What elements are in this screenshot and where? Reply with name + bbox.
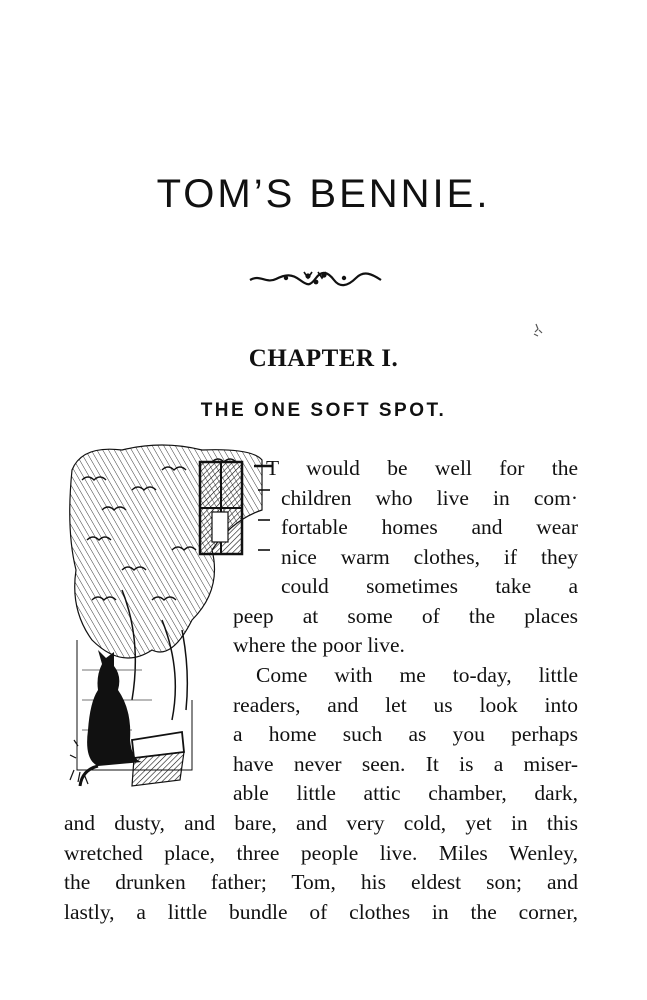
text-line-2: children who live in com·: [281, 486, 578, 510]
chapter-heading: CHAPTER I.: [248, 345, 399, 372]
text-line-4: nice warm clothes, if they: [281, 545, 578, 569]
text-line-9: readers, and let us look into: [233, 693, 578, 717]
text-line-11: have never seen. It is a miser-: [233, 752, 578, 776]
text-line-13: and dusty, and bare, and very cold, yet in this: [64, 811, 578, 835]
chapter-subtitle: THE ONE SOFT SPOT.: [200, 400, 447, 421]
text-line-10: a home such as you perhaps: [233, 722, 578, 746]
text-line-5: could sometimes take a: [281, 574, 578, 598]
text-line-3: fortable homes and wear: [281, 515, 578, 539]
text-line-12: able little attic chamber, dark,: [233, 781, 578, 805]
text-line-15: the drunken father; Tom, his eldest son; and: [64, 870, 578, 894]
text-line-14: wretched place, three people live. Miles Wenley,: [64, 841, 578, 865]
book-title: TOM’S BENNIE.: [156, 172, 491, 216]
text-line-8: Come with me to-day, little: [256, 663, 578, 687]
text-line-7: where the poor live.: [233, 633, 405, 657]
decorative-ornament: [248, 268, 383, 290]
print-speck: [528, 320, 548, 340]
text-line-6: peep at some of the places: [233, 604, 578, 628]
text-line-16: lastly, a little bundle of clothes in the corner,: [64, 900, 578, 924]
text-line-1: T would be well for the: [266, 456, 578, 480]
